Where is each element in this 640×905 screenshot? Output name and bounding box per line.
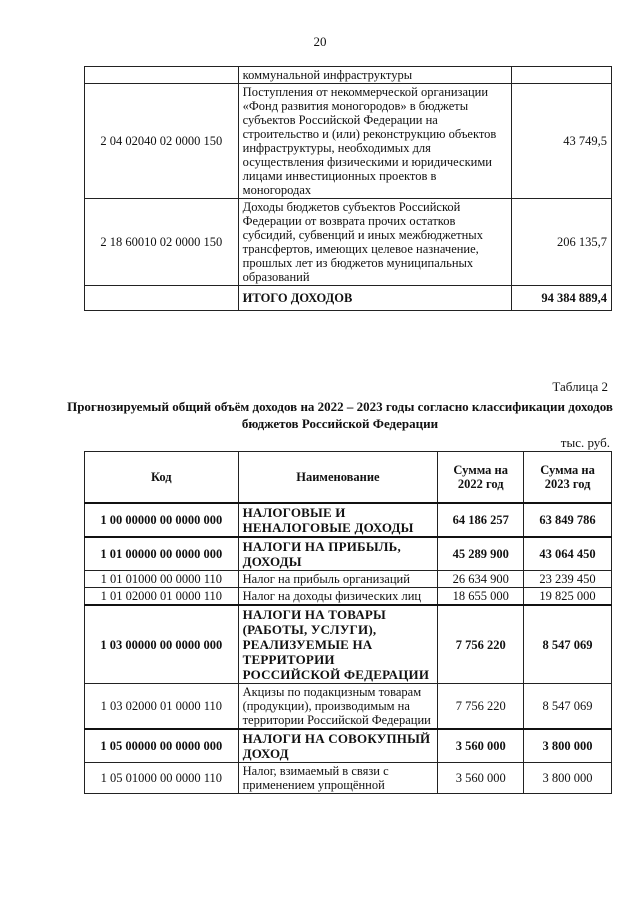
row-name: Поступления от некоммерческой организации «Фонд развития моногородов» в бюджеты субъектов Российской Федерации на строительство и (или) реконструкцию объектов инфраструктуры, необходимых для осуществления физическими и юридическими лицами инвестиционных проектов в моногородах <box>238 84 512 199</box>
row-code: 2 04 02040 02 0000 150 <box>85 84 239 199</box>
row-code: 1 05 01000 00 0000 110 <box>85 763 239 794</box>
table-row <box>85 763 612 794</box>
table-title: Прогнозируемый общий объём доходов на 2022 – 2023 годы согласно классификации доходов бюджетов Российской Федерации <box>67 399 613 431</box>
row-name: коммунальной инфраструктуры <box>238 67 512 84</box>
table-row <box>85 588 612 606</box>
row-sum-2023: 8 547 069 <box>524 605 612 684</box>
row-sum-2022: 7 756 220 <box>438 605 524 684</box>
row-amount: 206 135,7 <box>512 199 612 286</box>
row-code: 2 18 60010 02 0000 150 <box>85 199 239 286</box>
row-name: Налог на прибыль организаций <box>238 571 438 588</box>
table-row <box>85 199 612 286</box>
table-row <box>85 84 612 199</box>
row-sum-2023: 3 800 000 <box>524 763 612 794</box>
row-sum-2022: 3 560 000 <box>438 763 524 794</box>
row-code: 1 01 00000 00 0000 000 <box>85 537 239 571</box>
row-name: НАЛОГИ НА ПРИБЫЛЬ, ДОХОДЫ <box>238 537 438 571</box>
page-number: 20 <box>313 34 327 49</box>
row-sum-2023: 23 239 450 <box>524 571 612 588</box>
row-amount <box>512 67 612 84</box>
table-label: Таблица 2 <box>552 379 608 394</box>
category-row <box>85 729 612 763</box>
row-name: НАЛОГИ НА СОВОКУПНЫЙ ДОХОД <box>238 729 438 763</box>
units-label: тыс. руб. <box>560 435 610 450</box>
table-header-row <box>85 452 612 504</box>
header-name: Наименование <box>238 452 438 504</box>
row-sum-2023: 3 800 000 <box>524 729 612 763</box>
row-amount: 43 749,5 <box>512 84 612 199</box>
category-row <box>85 605 612 684</box>
row-code <box>85 286 239 311</box>
row-sum-2023: 19 825 000 <box>524 588 612 606</box>
row-code: 1 03 02000 01 0000 110 <box>85 684 239 730</box>
row-sum-2022: 18 655 000 <box>438 588 524 606</box>
row-amount: 94 384 889,4 <box>512 286 612 311</box>
category-row <box>85 537 612 571</box>
row-code: 1 01 02000 01 0000 110 <box>85 588 239 606</box>
row-sum-2023: 43 064 450 <box>524 537 612 571</box>
row-name: ИТОГО ДОХОДОВ <box>238 286 512 311</box>
category-row <box>85 503 612 537</box>
total-row <box>85 286 612 311</box>
header-sum-2022: Сумма на 2022 год <box>438 452 524 504</box>
row-code: 1 01 01000 00 0000 110 <box>85 571 239 588</box>
row-name: Акцизы по подакцизным товарам (продукции), производимым на территории Российской Федерации <box>238 684 438 730</box>
header-sum-2023: Сумма на 2023 год <box>524 452 612 504</box>
row-name: Налог на доходы физических лиц <box>238 588 438 606</box>
row-name: Доходы бюджетов субъектов Российской Федерации от возврата прочих остатков субсидий, субвенций и иных межбюджетных трансфертов, имеющих целевое назначение, прошлых лет из бюджетов муниципальных образований <box>238 199 512 286</box>
row-sum-2022: 64 186 257 <box>438 503 524 537</box>
table-row <box>85 67 612 84</box>
row-sum-2022: 26 634 900 <box>438 571 524 588</box>
row-sum-2022: 7 756 220 <box>438 684 524 730</box>
row-code: 1 05 00000 00 0000 000 <box>85 729 239 763</box>
table-row <box>85 571 612 588</box>
row-name: НАЛОГОВЫЕ И НЕНАЛОГОВЫЕ ДОХОДЫ <box>238 503 438 537</box>
row-sum-2023: 63 849 786 <box>524 503 612 537</box>
row-code <box>85 67 239 84</box>
row-code: 1 03 00000 00 0000 000 <box>85 605 239 684</box>
row-code: 1 00 00000 00 0000 000 <box>85 503 239 537</box>
row-sum-2022: 3 560 000 <box>438 729 524 763</box>
revenue-table-continuation <box>84 66 612 311</box>
header-code: Код <box>85 452 239 504</box>
row-name: НАЛОГИ НА ТОВАРЫ (РАБОТЫ, УСЛУГИ), РЕАЛИЗУЕМЫЕ НА ТЕРРИТОРИИ РОССИЙСКОЙ ФЕДЕРАЦИИ <box>238 605 438 684</box>
row-sum-2022: 45 289 900 <box>438 537 524 571</box>
table-row <box>85 684 612 730</box>
forecast-revenue-table <box>84 451 612 794</box>
row-sum-2023: 8 547 069 <box>524 684 612 730</box>
row-name: Налог, взимаемый в связи с применением упрощённой <box>238 763 438 794</box>
